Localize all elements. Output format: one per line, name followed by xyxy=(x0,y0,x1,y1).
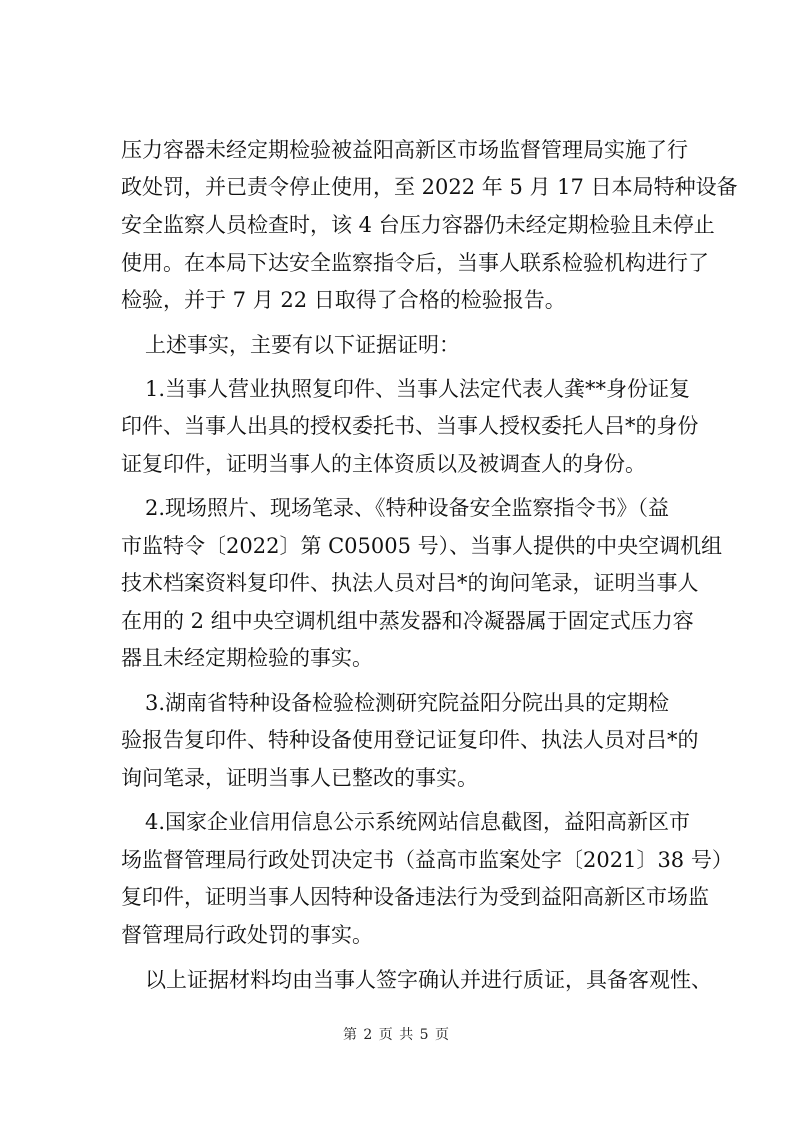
text-line: 技术档案资料复印件、执法人员对吕*的询问笔录，证明当事人 xyxy=(121,571,699,595)
text-line: 验报告复印件、特种设备使用登记证复印件、执法人员对吕*的 xyxy=(121,728,699,752)
text-line: 安全监察人员检查时，该 4 台压力容器仍未经定期检验且未停止 xyxy=(121,213,715,237)
paragraph-conclusion: 以上证据材料均由当事人签字确认并进行质证，具备客观性、 xyxy=(145,968,712,992)
page-number: 第 2 页 共 5 页 xyxy=(342,1027,451,1043)
paragraph-intro: 上述事实，主要有以下证据证明： xyxy=(145,333,460,357)
text-line: 器且未经定期检验的事实。 xyxy=(121,646,373,670)
evidence-item-4: 4.国家企业信用信息公示系统网站信息截图，益阳高新区市 xyxy=(145,810,691,834)
text-line: 复印件，证明当事人因特种设备违法行为受到益阳高新区市场监 xyxy=(121,885,709,909)
text-line: 证复印件，证明当事人的主体资质以及被调查人的身份。 xyxy=(121,452,646,476)
text-line: 督管理局行政处罚的事实。 xyxy=(121,923,373,947)
text-line: 市监特令〔2022〕第 C05005 号）、当事人提供的中央空调机组 xyxy=(121,534,723,558)
text-line: 检验，并于 7 月 22 日取得了合格的检验报告。 xyxy=(121,288,566,312)
text-line: 询问笔录，证明当事人已整改的事实。 xyxy=(121,766,478,790)
text-line: 使用。在本局下达安全监察指令后，当事人联系检验机构进行了 xyxy=(121,251,709,275)
evidence-item-2: 2.现场照片、现场笔录、《特种设备安全监察指令书》（益 xyxy=(145,496,670,520)
evidence-item-3: 3.湖南省特种设备检验检测研究院益阳分院出具的定期检 xyxy=(145,691,670,715)
text-line: 印件、当事人出具的授权委托书、当事人授权委托人吕*的身份 xyxy=(121,414,699,438)
text-line: 在用的 2 组中央空调机组中蒸发器和冷凝器属于固定式压力容 xyxy=(121,609,694,633)
text-line: 场监督管理局行政处罚决定书（益高市监案处字〔2021〕38 号） xyxy=(121,848,733,872)
text-line: 压力容器未经定期检验被益阳高新区市场监督管理局实施了行 xyxy=(121,138,688,162)
evidence-item-1: 1.当事人营业执照复印件、当事人法定代表人龚**身份证复 xyxy=(145,377,691,401)
text-line: 政处罚，并已责令停止使用，至 2022 年 5 月 17 日本局特种设备 xyxy=(121,175,738,199)
